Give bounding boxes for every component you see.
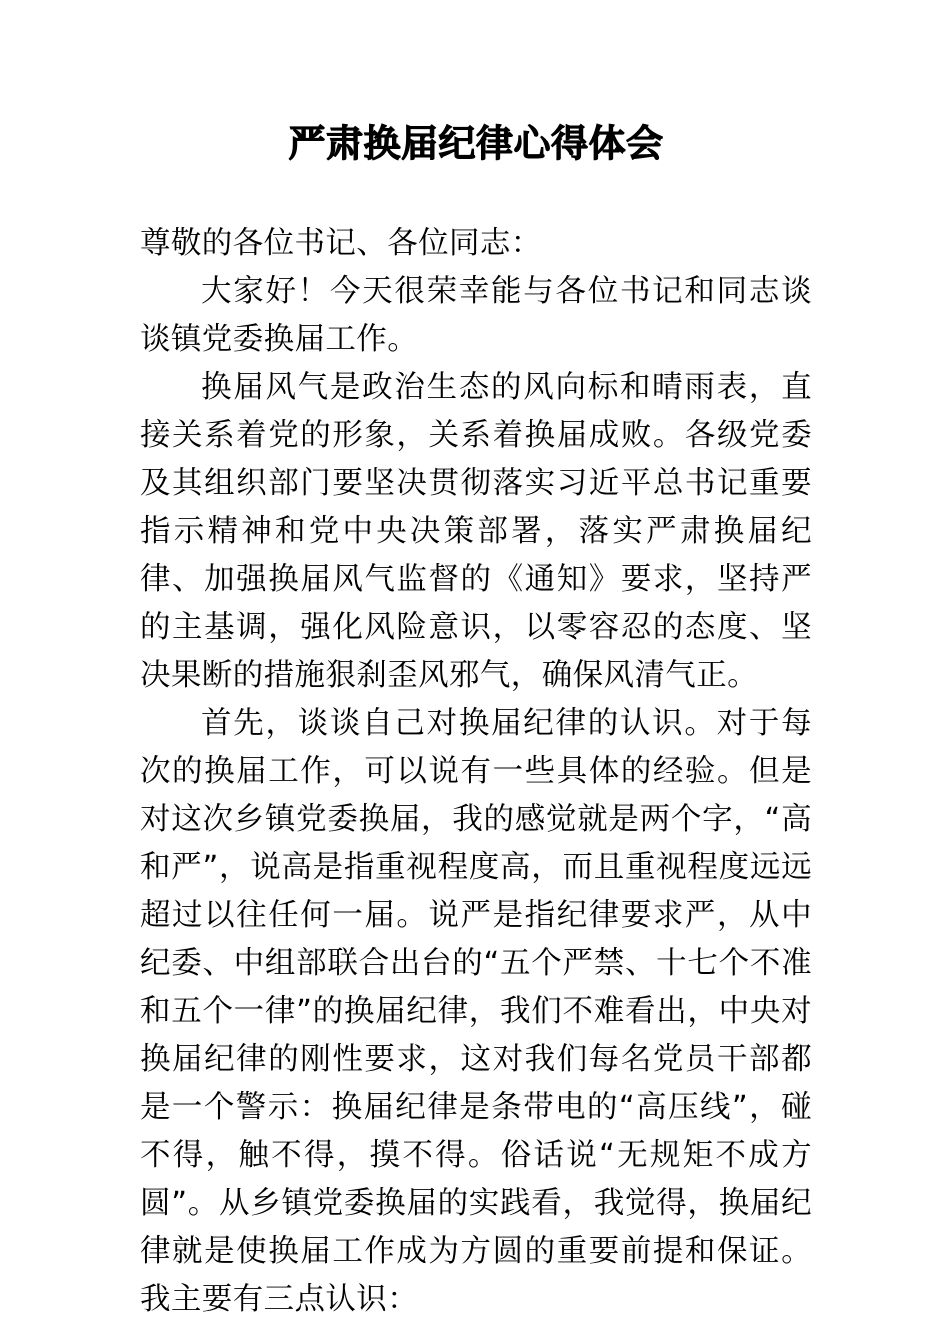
paragraph-body-2: 首先，谈谈自己对换届纪律的认识。对于每次的换届工作，可以说有一些具体的经验。但是对这次乡镇党委换届，我的感觉就是两个字，“高和严”，说高是指重视程度高，而且重视程度远远超过以往任何一届。说严是指纪律要求严，从中纪委、中组部联合出台的“五个严禁、十七个不准和五个一律”的换届纪律，我们不难看出，中央对换届纪律的刚性要求，这对我们每名党员干部都是一个警示：换届纪律是条带电的“高压线”，碰不得，触不得，摸不得。俗话说“无规矩不成方圆”。从乡镇党委换届的实践看，我觉得，换届纪律就是使换届工作成为方圆的重要前提和保证。我主要有三点认识： — [140, 706, 812, 1318]
paragraph-list — [140, 220, 812, 1324]
paragraph-salutation: 尊敬的各位书记、各位同志： — [140, 226, 542, 262]
page-title: 严肃换届纪律心得体会 — [288, 122, 664, 165]
paragraph-greeting: 大家好！今天很荣幸能与各位书记和同志谈谈镇党委换届工作。 — [140, 274, 812, 358]
paragraph-body-1: 换届风气是政治生态的风向标和晴雨表，直接关系着党的形象，关系着换届成败。各级党委及其组织部门要坚决贯彻落实习近平总书记重要指示精神和党中央决策部署，落实严肃换届纪律、加强换届风气监督的《通知》要求，坚持严的主基调，强化风险意识，以零容忍的态度、坚决果断的措施狠刹歪风邪气，确保风清气正。 — [140, 370, 812, 694]
document-content-area — [140, 0, 812, 1324]
